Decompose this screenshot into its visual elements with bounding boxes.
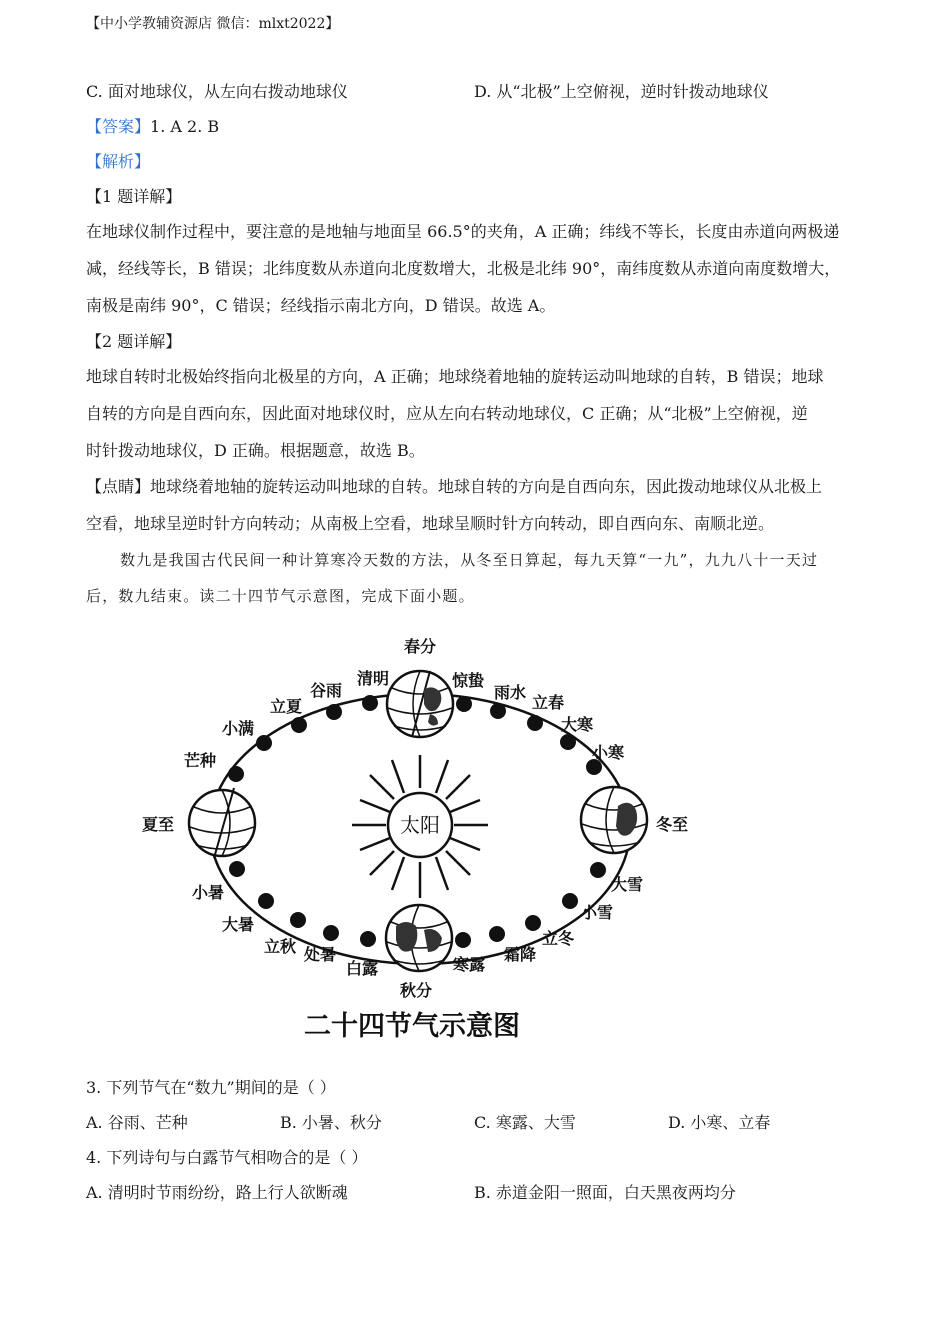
q4-option-b: B. 赤道金阳一照面，白天黑夜两均分 — [474, 1183, 736, 1202]
detail2-line: 地球自转时北极始终指向北极星的方向，A 正确；地球绕着地轴的旋转运动叫地球的自转，B 错误；地球 — [86, 367, 824, 386]
term-label: 大寒 — [560, 715, 594, 734]
analysis-tag: 【解析】 — [86, 152, 151, 171]
answer-text: 1. A 2. B — [150, 117, 220, 136]
detail2-line: 时针拨动地球仪，D 正确。根据题意，故选 B。 — [86, 441, 425, 460]
q4-option-a: A. 清明时节雨纷纷，路上行人欲断魂 — [86, 1183, 348, 1202]
q4-stem: 4. 下列诗句与白露节气相吻合的是（ ） — [86, 1148, 368, 1167]
term-label: 冬至 — [655, 815, 689, 834]
detail2-tag: 【2 题详解】 — [86, 332, 182, 351]
term-dot — [562, 893, 578, 909]
term-label: 小暑 — [191, 883, 225, 902]
term-label: 立秋 — [263, 937, 297, 956]
term-dot — [490, 703, 506, 719]
tip-text: 地球绕着地轴的旋转运动叫地球的自转。地球自转的方向是自西向东，因此拨动地球仪从北极上 — [150, 477, 823, 496]
term-dot — [560, 734, 576, 750]
solar-terms-diagram — [130, 630, 710, 1050]
detail1-line: 南极是南纬 90°，C 错误；经线指示南北方向，D 错误。故选 A。 — [86, 296, 556, 315]
option-c-prev: C. 面对地球仪，从左向右拨动地球仪 — [86, 82, 348, 101]
term-dot — [258, 893, 274, 909]
tip-line-2: 空看，地球呈逆时针方向转动；从南极上空看，地球呈顺时针方向转动，即自西向东、南顺北逆。 — [86, 514, 775, 533]
term-dot — [326, 704, 342, 720]
answer-tag: 【答案】 — [86, 117, 151, 136]
term-dot — [456, 696, 472, 712]
term-label: 小满 — [221, 719, 255, 738]
term-dot — [590, 862, 606, 878]
term-label: 清明 — [356, 669, 390, 688]
earth-icon-summer-solstice — [189, 788, 255, 858]
diagram-caption: 二十四节气示意图 — [304, 1011, 520, 1042]
sun-label: 太阳 — [400, 813, 440, 837]
detail2-line: 自转的方向是自西向东，因此面对地球仪时，应从左向右转动地球仪，C 正确；从“北极”上空俯视，逆 — [86, 404, 808, 423]
detail1-line: 减，经线等长，B 错误；北纬度数从赤道向北度数增大，北极是北纬 90°，南纬度数从赤道向南度数增大， — [86, 259, 841, 278]
term-dot — [291, 717, 307, 733]
q3-option-c: C. 寒露、大雪 — [474, 1113, 576, 1132]
term-label: 谷雨 — [309, 681, 343, 700]
term-label: 春分 — [403, 637, 437, 656]
term-label: 小雪 — [580, 903, 614, 922]
term-label: 惊蛰 — [451, 671, 485, 690]
term-dot — [489, 926, 505, 942]
term-label: 立春 — [531, 693, 565, 712]
term-dot — [228, 766, 244, 782]
term-label: 大雪 — [610, 875, 644, 894]
term-label: 立夏 — [269, 697, 303, 716]
term-label: 处暑 — [303, 945, 337, 964]
earth-icon-winter-solstice — [581, 787, 647, 853]
term-label: 夏至 — [141, 815, 175, 834]
tip-line-1 — [86, 477, 822, 497]
term-label: 大暑 — [221, 915, 255, 934]
page-header: 【中小学教辅资源店 微信：mlxt2022】 — [86, 16, 340, 32]
term-dot — [229, 861, 245, 877]
term-dot — [323, 925, 339, 941]
term-dot — [362, 695, 378, 711]
term-dot — [256, 735, 272, 751]
term-dot — [527, 715, 543, 731]
detail1-tag: 【1 题详解】 — [86, 187, 182, 206]
q3-option-b: B. 小暑、秋分 — [280, 1113, 382, 1132]
term-label: 雨水 — [493, 683, 527, 702]
earth-icon-autumn-equinox — [386, 905, 452, 971]
intro-line-2: 后，数九结束。读二十四节气示意图，完成下面小题。 — [86, 587, 475, 605]
term-label: 霜降 — [503, 945, 537, 964]
answer-line — [86, 117, 219, 137]
intro-line-1: 数九是我国古代民间一种计算寒冷天数的方法，从冬至日算起，每九天算“一九”，九九八十一天过 — [120, 551, 819, 569]
earth-icon-spring-equinox — [387, 671, 453, 737]
term-label: 芒种 — [183, 751, 217, 770]
term-label: 白露 — [345, 959, 379, 978]
q3-option-a: A. 谷雨、芒种 — [86, 1113, 188, 1132]
q3-stem: 3. 下列节气在“数九”期间的是（ ） — [86, 1078, 336, 1097]
solar-terms-svg — [130, 630, 710, 1050]
term-dot — [455, 932, 471, 948]
term-label: 寒露 — [452, 955, 486, 974]
option-d-prev: D. 从“北极”上空俯视，逆时针拨动地球仪 — [474, 82, 769, 101]
term-label: 小寒 — [591, 743, 625, 762]
term-dot — [360, 931, 376, 947]
term-label: 秋分 — [399, 981, 433, 1000]
term-label: 立冬 — [541, 929, 575, 948]
term-dot — [525, 915, 541, 931]
term-dot — [290, 912, 306, 928]
detail1-line: 在地球仪制作过程中，要注意的是地轴与地面呈 66.5°的夹角，A 正确；纬线不等长，长度由赤道向两极递 — [86, 222, 840, 241]
tip-tag: 【点睛】 — [86, 477, 151, 496]
q3-option-d: D. 小寒、立春 — [668, 1113, 771, 1132]
